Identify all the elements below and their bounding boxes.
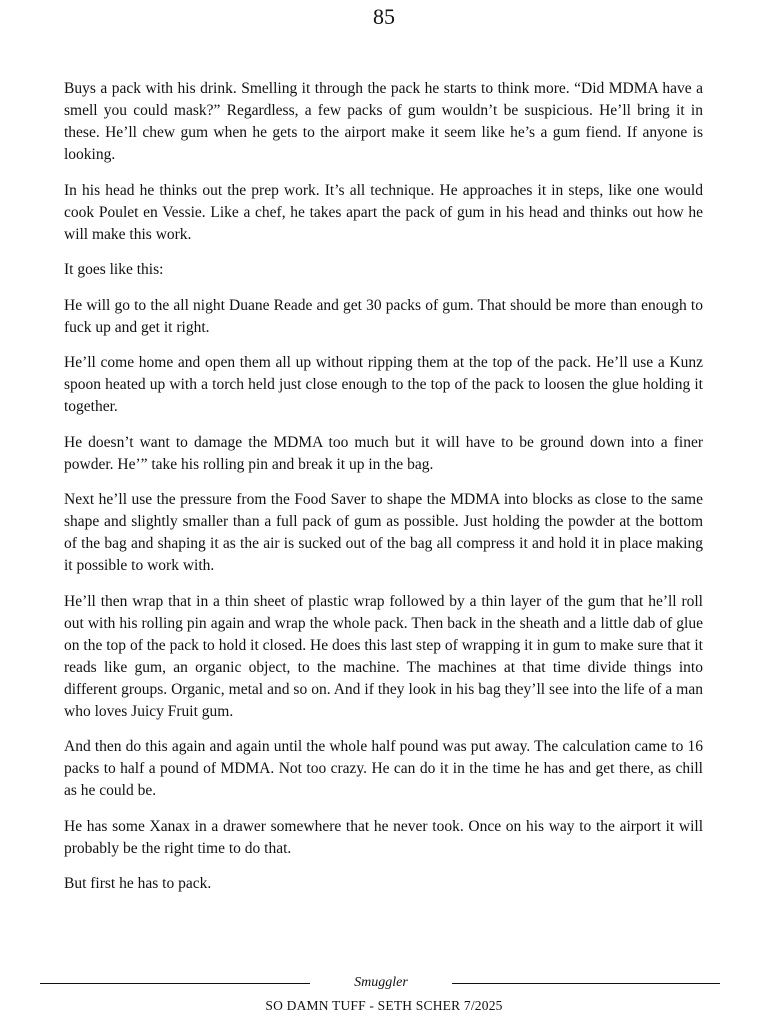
footer-rule-right <box>452 983 720 984</box>
paragraph: But first he has to pack. <box>64 875 212 892</box>
paragraph: He’ll then wrap that in a thin sheet of plastic wrap followed by a thin layer of the gum that he’ll roll out with his rolling pin again and wrap the whole pack. Then back in the sheath and a little dab of glue on the top of the pack to hold it closed. He does this last step of wrapping it in gum to make sure that it reads like gum, an organic object, to the machine. The machines at that time divide things into different groups. Organic, metal and so on. And if they look in his bag they’ll see into the life of a man who loves Juicy Fruit gum. <box>64 592 703 720</box>
paragraph: He doesn’t want to damage the MDMA too much but it will have to be ground down into a finer powder. He’” take his rolling pin and break it up in the bag. <box>64 433 703 473</box>
paragraph: He has some Xanax in a drawer somewhere that he never took. Once on his way to the airport it will probably be the right time to do that. <box>64 817 703 857</box>
paragraph: It goes like this: <box>64 261 164 278</box>
paragraph: Buys a pack with his drink. Smelling it through the pack he starts to think more. “Did MDMA have a smell you could mask?” Regardless, a few packs of gum wouldn’t be suspicious. He’ll bring it in these. He’ll chew gum when he gets to the airport make it seem like he’s a gum fiend. If anyone is looking. <box>64 80 703 163</box>
body-text <box>64 78 703 909</box>
footer-rule-left <box>40 983 310 984</box>
paragraph: In his head he thinks out the prep work. It’s all technique. He approaches it in steps, like one would cook Poulet en Vessie. Like a chef, he takes apart the pack of gum in his head and thinks out how he will make this work. <box>64 181 703 243</box>
footer-title: Smuggler <box>354 975 408 990</box>
page-number: 85 <box>373 4 395 29</box>
paragraph: He will go to the all night Duane Reade and get 30 packs of gum. That should be more than enough to fuck up and get it right. <box>64 296 703 336</box>
footer-credit: SO DAMN TUFF - SETH SCHER 7/2025 <box>265 998 503 1013</box>
paragraph: He’ll come home and open them all up without ripping them at the top of the pack. He’ll use a Kunz spoon heated up with a torch held just close enough to the top of the pack to loosen the glue holding it together. <box>64 354 703 415</box>
paragraph: And then do this again and again until the whole half pound was put away. The calculation came to 16 packs to half a pound of MDMA. Not too crazy. He can do it in the time he has and get there, as chill as he could be. <box>64 738 703 799</box>
paragraph: Next he’ll use the pressure from the Food Saver to shape the MDMA into blocks as close to the same shape and slightly smaller than a full pack of gum as possible. Just holding the powder at the bottom of the bag and shaping it as the air is sucked out of the bag all compress it and hold it in place making it possible to work with. <box>64 491 703 574</box>
